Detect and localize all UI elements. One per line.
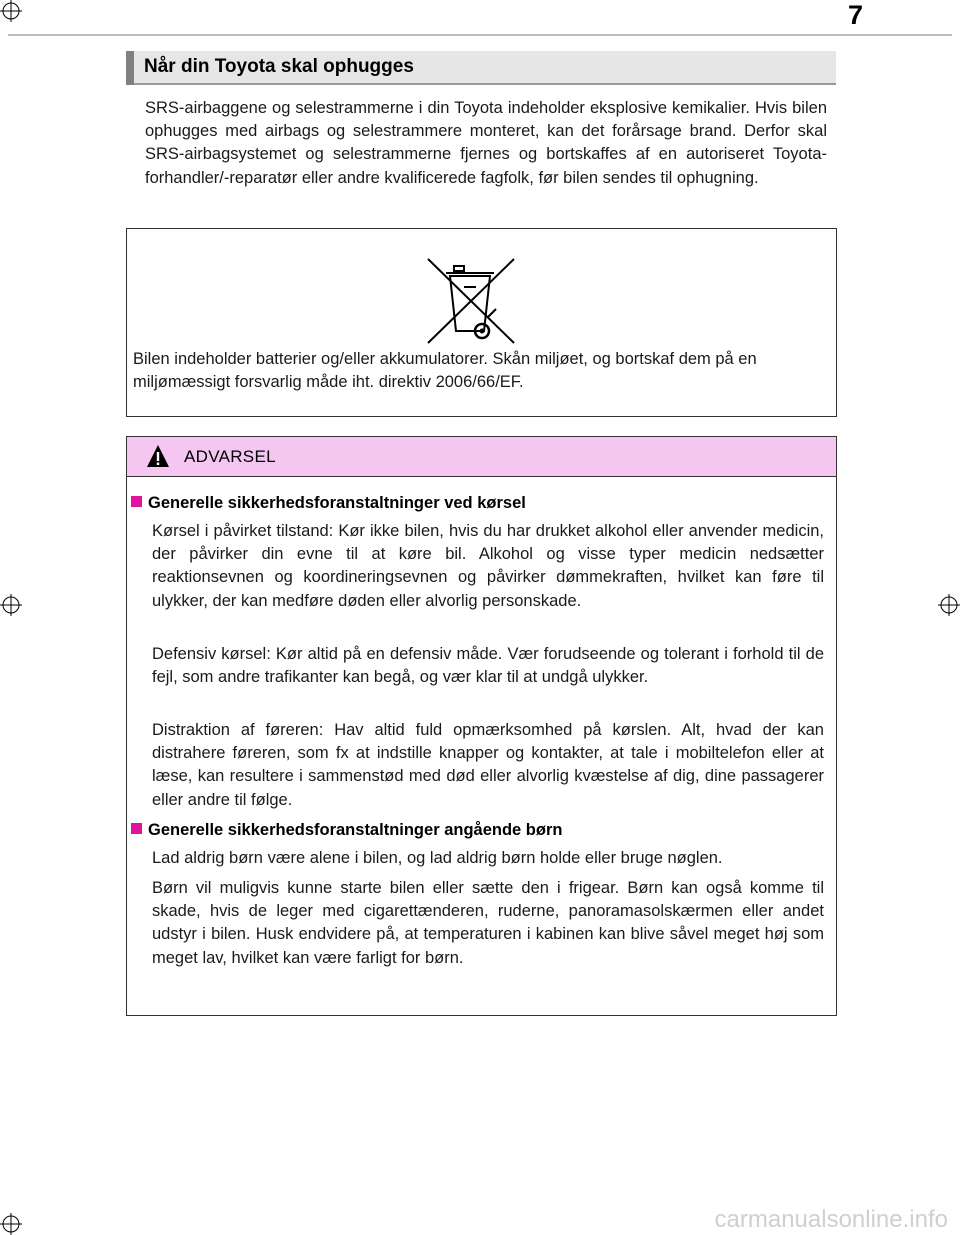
top-rule	[8, 34, 952, 36]
registration-mark	[0, 594, 22, 616]
warning-header	[127, 437, 836, 477]
warning-box	[126, 436, 837, 1016]
section-title: Når din Toyota skal ophugges	[144, 56, 414, 77]
warning-subheading-driving	[131, 494, 526, 513]
warning-paragraph: Kørsel i påvirket tilstand: Kør ikke bilen, hvis du har drukket alkohol eller anvender medicin, der påvirker din evne til at køre bil. Alkohol og visse typer medicin nedsætter reaktionsevnen og koordineringsevnen og påvirker dømmekraften, hvilket kan føre til ulykker, der kan medføre døden eller alvorlig personskade.	[152, 522, 824, 610]
subheading-text: Generelle sikkerhedsforanstaltninger ved kørsel	[148, 494, 526, 512]
page-number: 7	[848, 0, 864, 30]
warning-title: ADVARSEL	[184, 447, 276, 466]
warning-paragraph: Distraktion af føreren: Hav altid fuld opmærksomhed på kørslen. Alt, hvad der kan distrahere føreren, som fx at indstille knapper og kontakter, at tale i mobiltelefon eller at læse, kan resultere i sammenstød med død eller alvorlig kvæstelse af dig, dine passagerer eller andre til følge.	[152, 721, 824, 809]
registration-mark	[0, 1213, 22, 1235]
registration-mark	[0, 0, 22, 22]
registration-mark	[938, 594, 960, 616]
section-header-bar	[126, 51, 134, 85]
section-header	[126, 51, 836, 85]
warning-triangle-icon	[146, 444, 170, 468]
environment-notice-box	[126, 228, 837, 417]
intro-paragraph: SRS-airbaggene og selestrammerne i din Toyota indeholder eksplosive kemikalier. Hvis bilen ophugges med airbags og selestrammere monteret, kan det forårsage brand. Derfor skal SRS-airbagsystemet og selestrammerne fjernes og bortskaffes af en autoriseret Toyota-forhandler/-reparatør eller andre kvalificerede fagfolk, før bilen sendes til ophugning.	[145, 99, 827, 187]
environment-notice-text: Bilen indeholder batterier og/eller akkumulatorer. Skån miljøet, og bortskaf dem på en miljømæssigt forsvarlig måde iht. direktiv 2006/66/EF.	[133, 350, 757, 392]
watermark: carmanualsonline.info	[714, 1206, 948, 1233]
crossed-out-wheeled-bin-icon	[426, 257, 516, 347]
warning-subheading-children	[131, 821, 562, 840]
warning-paragraph: Defensiv kørsel: Kør altid på en defensiv måde. Vær forudseende og tolerant i forhold til de fejl, som andre trafikanter kan begå, og vær klar til at undgå ulykker.	[152, 645, 824, 687]
warning-paragraph: Børn vil muligvis kunne starte bilen eller sætte den i frigear. Børn kan også komme til skade, hvis de leger med cigarettænderen, ruderne, panoramasolskærmen eller andet udstyr i bilen. Husk endvidere på, at temperaturen i kabinen kan blive såvel meget høj som meget lav, hvilket kan være farligt for børn.	[152, 879, 824, 967]
bullet-square	[131, 496, 142, 507]
subheading-text: Generelle sikkerhedsforanstaltninger angående børn	[148, 821, 563, 839]
bullet-square	[131, 823, 142, 834]
warning-paragraph: Lad aldrig børn være alene i bilen, og lad aldrig børn holde eller bruge nøglen.	[152, 849, 723, 867]
